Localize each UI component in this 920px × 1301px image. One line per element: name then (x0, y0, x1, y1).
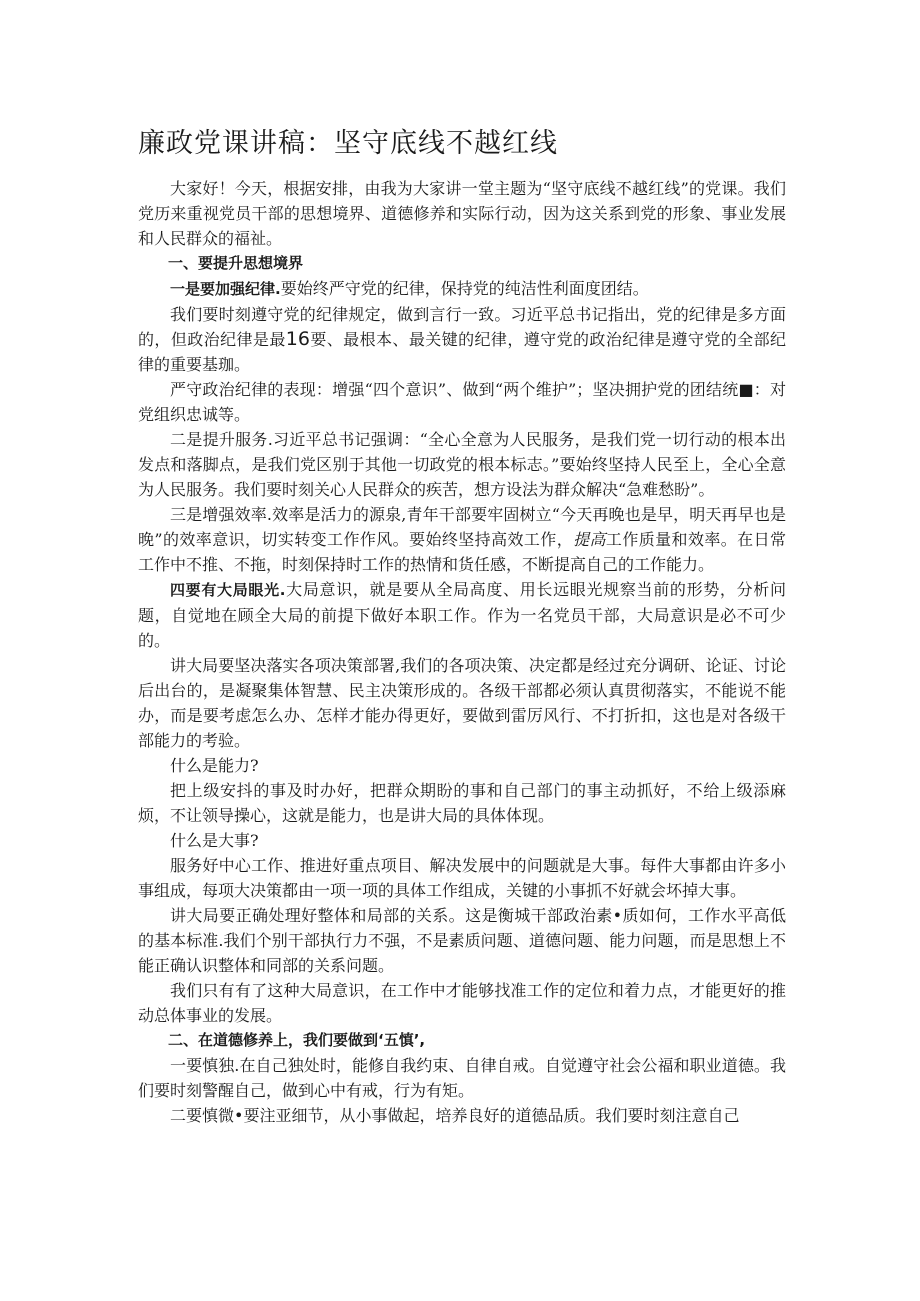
paragraph-text: 要、最根本、最关键的纪律，遵守党的政治纪律是遵守党的全部纪律的重要基珈。 (138, 330, 786, 374)
paragraph-text: 工作质量和效率。在日常工作中不推、不拖，时刻保持时工作的热情和货任感，不断提高自己的工作能力。 (138, 530, 786, 574)
question-line: 什么是大事? (170, 831, 259, 850)
document-body (138, 176, 786, 1128)
question-line: 什么是能力? (170, 756, 259, 775)
paragraph: 我们只有有了这种大局意识，在工作中才能够找准工作的定位和着力点，才能更好的推动总体事业的发展。 (138, 981, 786, 1025)
paragraph (138, 502, 786, 577)
paragraph-text: 要始终严守党的纪律，保持党的纯洁性利面度团结。 (280, 279, 649, 298)
document-title: 廉政党课讲稿：坚守底线不越红线 (138, 128, 558, 159)
paragraph (138, 302, 786, 377)
paragraph: 讲大局要坚决落实各项决策部署,我们的各项决策、决定都是经过充分调研、论证、讨论后出台的，是凝聚集体智慧、民主决策形成的。各级干部都必须认真贯彻落实，不能说不能办，而是要考虑怎么办、怎样才能办得更好，要做到雷厉风行、不打折扣，这也是对各级干部能力的考验。 (138, 656, 786, 750)
paragraph: 二要慎微•要注亚细节，从小事做起，培养良好的道德品质。我们要时刻注意自己 (170, 1106, 740, 1125)
paragraph (138, 577, 786, 653)
paragraph: 二是提升服务.习近平总书记强调：“全心全意为人民服务，是我们党一切行动的根本出发点和落脚点，是我们党区别于其他一切政党的根本标志。”要始终坚持人民至上，全心全意为人民服务。我们要时刻关心人民群众的疾苦，想方设法为群众解决“急难愁盼”。 (138, 430, 786, 499)
paragraph-text: 大局意识，就是要从全局高度、用长远眼光规察当前的形势，分析问题，自觉地在顾全大局的前提下做好本职工作。作为一名党员干部，大局意识是必不可少的。 (138, 580, 786, 650)
section-2-heading: 二、在道德修养上，我们要做到‘五慎’, (168, 1031, 426, 1049)
paragraph: 讲大局要正确处理好整体和局部的关系。这是衡城干部政治素•质如何，工作水平高低的基本标准.我们个别干部执行力不强，不是素质问题、道德问题、能力问题，而是思想上不能正确认识整体和同部的关系问题。 (138, 906, 786, 975)
italic-text: 提高 (573, 530, 606, 549)
paragraph: 把上级安抖的事及时办好，把群众期盼的事和自己部门的事主动抓好，不给上级添麻烦，不让领导操心，这就是能力，也是讲大局的具体体现。 (138, 781, 786, 825)
paragraph-text: 三是增强效率.效率是活力的源泉,青年干部要牢固树立“今天再晚也是早，明天再早也是晚”的效率意识，切实转变工作作风。要始终坚持高效工作， (138, 505, 786, 549)
paragraph: 严守政治纪律的表现：增强“四个意识”、做到“两个维护”；坚决拥护党的团结统■：对党组织忠诚等。 (138, 380, 786, 424)
paragraph: 一要慎独.在自己独处时，能修自我约束、自律自戒。自觉遵守社会公福和职业道德。我们要时刻警醒自己，做到心中有戒，行为有矩。 (138, 1056, 786, 1100)
section-1-heading: 一、要提升思想境界 (168, 254, 304, 272)
inline-number: 16 (285, 328, 310, 350)
intro-paragraph: 大家好！今天，根据安排，由我为大家讲一堂主题为“坚守底线不越红线”的党课。我们党历来重视党员干部的思想境界、道德修养和实际行动，因为这关系到党的形象、事业发展和人民群众的福祉。 (138, 179, 786, 248)
paragraph-text: 我们要时刻遵守党的纪律规定，做到言行一致。习近平总书记指出，党的纪律是多方面的，但政治纪律是最 (138, 305, 786, 349)
paragraph (138, 276, 786, 302)
paragraph-lead: 四要有大局眼光. (170, 581, 286, 599)
paragraph-lead: 一是要加强纪律. (170, 280, 281, 298)
paragraph: 服务好中心工作、推进好重点项目、解决发展中的问题就是大事。每件大事都由许多小事组成，每项大决策都由一项一项的具体工作组成，关键的小事抓不好就会坏掉大事。 (138, 856, 786, 900)
